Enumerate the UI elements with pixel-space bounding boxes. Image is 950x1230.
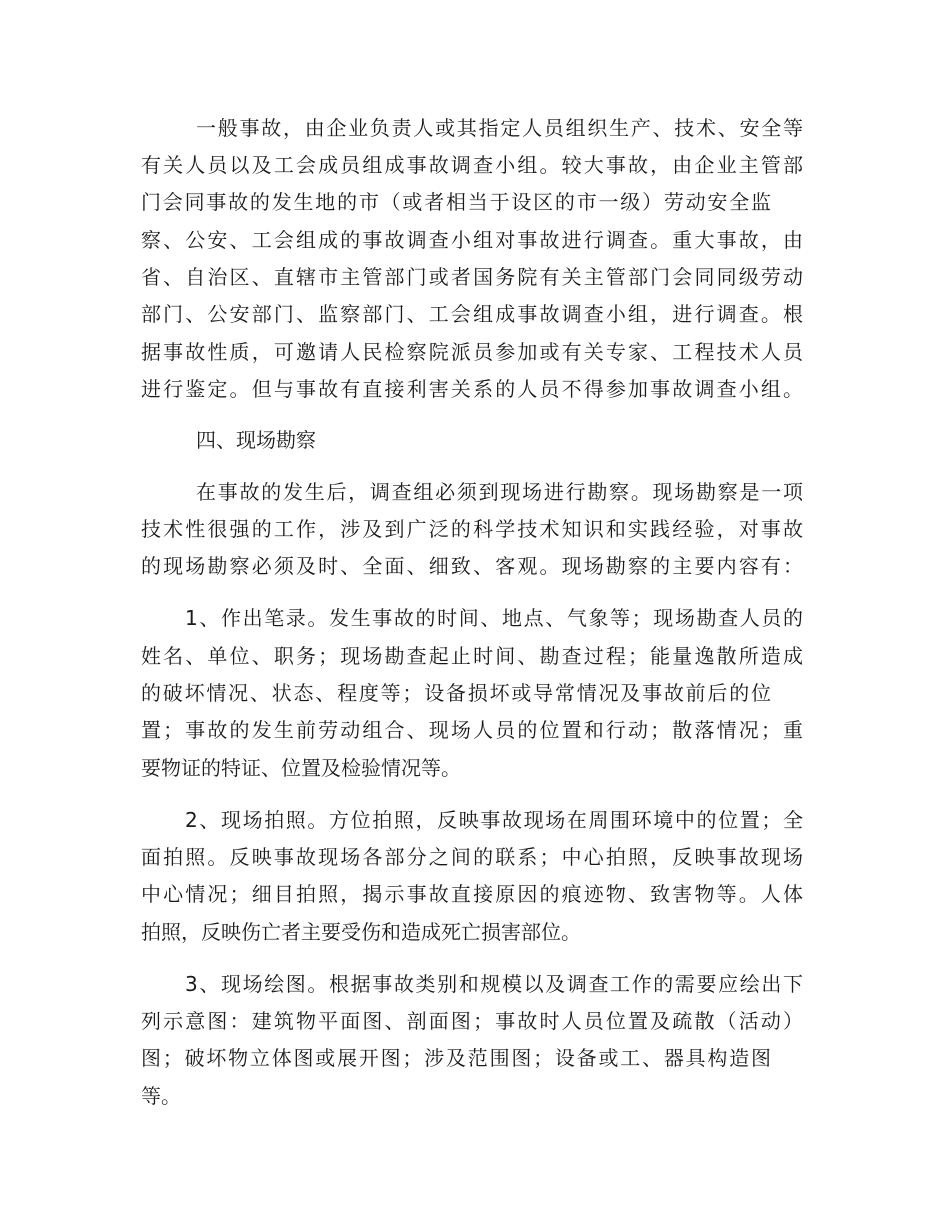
text-line: 面拍照。反映事故现场各部分之间的联系；中心拍照，反映事故现场 <box>141 845 803 869</box>
text-line: 要物证的特证、位置及检验情况等。 <box>141 756 461 780</box>
text-line: 察、公安、工会组成的事故调查小组对事故进行调查。重大事故，由 <box>141 228 803 252</box>
section-heading: 四、现场勘察 <box>196 428 316 452</box>
text-line: 拍照，反映伤亡者主要受伤和造成死亡损害部位。 <box>141 920 581 944</box>
text-line: 1、作出笔录。发生事故的时间、地点、气象等；现场勘查人员的 <box>185 606 803 630</box>
text-line: 中心情况；细目拍照，揭示事故直接原因的痕迹物、致害物等。人体 <box>141 882 803 906</box>
text-line: 门会同事故的发生地的市（或者相当于设区的市一级）劳动安全监 <box>141 190 771 214</box>
text-line: 置；事故的发生前劳动组合、现场人员的位置和行动；散落情况；重 <box>141 718 803 742</box>
text-line: 技术性很强的工作，涉及到广泛的科学技术知识和实践经验，对事故 <box>141 517 803 541</box>
text-line: 2、现场拍照。方位拍照，反映事故现场在周围环境中的位置；全 <box>185 808 803 832</box>
text-line: 省、自治区、直辖市主管部门或者国务院有关主管部门会同同级劳动 <box>141 265 803 289</box>
text-line: 一般事故，由企业负责人或其指定人员组织生产、技术、安全等 <box>196 116 803 140</box>
text-line: 的现场勘察必须及时、全面、细致、客观。现场勘察的主要内容有： <box>141 554 803 578</box>
text-line: 的破坏情况、状态、程度等；设备损坏或导常情况及事故前后的位 <box>141 681 771 705</box>
text-line: 部门、公安部门、监察部门、工会组成事故调查小组，进行调查。根 <box>141 302 803 326</box>
text-line: 有关人员以及工会成员组成事故调查小组。较大事故，由企业主管部 <box>141 153 803 177</box>
text-line: 姓名、单位、职务；现场勘查起止时间、勘查过程；能量逸散所造成 <box>141 644 803 668</box>
text-line: 据事故性质，可邀请人民检察院派员参加或有关专家、工程技术人员 <box>141 340 803 364</box>
text-line: 进行鉴定。但与事故有直接利害关系的人员不得参加事故调查小组。 <box>141 377 803 401</box>
text-line: 3、现场绘图。根据事故类别和规模以及调查工作的需要应绘出下 <box>185 972 803 996</box>
text-line: 图；破坏物立体图或展开图；涉及范围图；设备或工、器具构造图 <box>141 1046 771 1070</box>
text-line: 列示意图：建筑物平面图、剖面图；事故时人员位置及疏散（活动） <box>141 1009 803 1033</box>
text-line: 等。 <box>141 1084 181 1108</box>
text-line: 在事故的发生后，调查组必须到现场进行勘察。现场勘察是一项 <box>196 480 803 504</box>
